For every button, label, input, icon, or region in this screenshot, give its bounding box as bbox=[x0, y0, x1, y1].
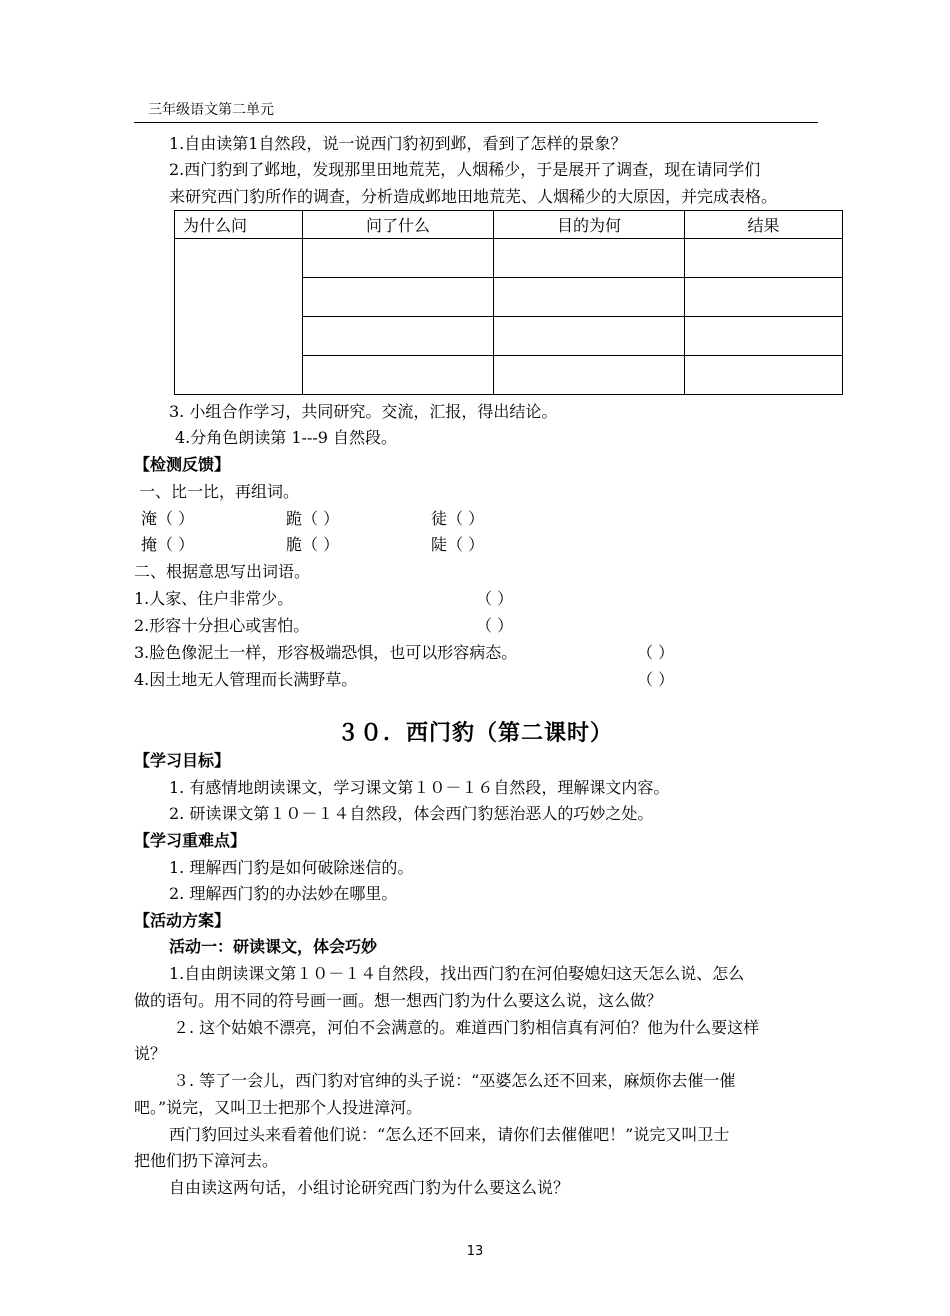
word-pair-item[interactable]: 淹（ ） bbox=[141, 509, 195, 528]
page-header: 三年级语文第二单元 bbox=[148, 102, 274, 118]
feedback-section-2-title: 二、根据意思写出词语。 bbox=[134, 562, 311, 581]
answer-blank[interactable]: （ ） bbox=[476, 616, 514, 635]
table-cell[interactable] bbox=[494, 239, 685, 278]
definition-item: 4.因土地无人管理而长满野草。 bbox=[134, 670, 358, 689]
feedback-section-1-title: 一、比一比，再组词。 bbox=[139, 482, 300, 501]
key-point-item: 1. 理解西门豹是如何破除迷信的。 bbox=[169, 858, 414, 877]
table-header-cell: 问了什么 bbox=[303, 211, 494, 239]
table-cell[interactable] bbox=[685, 317, 843, 356]
plan-heading: 【活动方案】 bbox=[134, 911, 231, 930]
paragraph-2-line-1: ２. 这个姑娘不漂亮，河伯不会满意的。难道西门豹相信真有河伯？他为什么要这样 bbox=[173, 1018, 760, 1037]
feedback-heading: 【检测反馈】 bbox=[134, 455, 231, 474]
paragraph-5: 自由读这两句话，小组讨论研究西门豹为什么要这么说？ bbox=[169, 1178, 570, 1197]
paragraph-1-line-2: 做的语句。用不同的符号画一画。想一想西门豹为什么要这么说，这么做？ bbox=[134, 991, 663, 1010]
table-cell[interactable] bbox=[685, 356, 843, 395]
paragraph-3-line-2: 吧。”说完，又叫卫士把那个人投进漳河。 bbox=[134, 1098, 423, 1117]
paragraph-2-line-2: 说？ bbox=[134, 1044, 167, 1063]
key-points-heading: 【学习重难点】 bbox=[134, 831, 247, 850]
table-cell[interactable] bbox=[685, 239, 843, 278]
table-cell[interactable] bbox=[494, 278, 685, 317]
key-point-item: 2. 理解西门豹的办法妙在哪里。 bbox=[169, 884, 398, 903]
answer-blank[interactable]: （ ） bbox=[476, 589, 514, 608]
question-3: 3. 小组合作学习，共同研究。交流，汇报，得出结论。 bbox=[169, 402, 558, 421]
table-cell[interactable] bbox=[303, 317, 494, 356]
table-cell[interactable] bbox=[303, 239, 494, 278]
table-header-cell: 目的为何 bbox=[494, 211, 685, 239]
goal-item: 2. 研读课文第１０－１４自然段，体会西门豹惩治恶人的巧妙之处。 bbox=[169, 804, 654, 823]
question-4: 4.分角色朗读第 1---9 自然段。 bbox=[175, 428, 398, 447]
paragraph-1-line-1: 1.自由朗读课文第１０－１４自然段，找出西门豹在河伯娶媳妇这天怎么说、怎么 bbox=[169, 964, 745, 983]
table-cell[interactable] bbox=[303, 278, 494, 317]
word-pair-item[interactable]: 脆（ ） bbox=[286, 535, 340, 554]
table-row bbox=[175, 239, 843, 278]
table-header-cell: 为什么问 bbox=[175, 211, 303, 239]
table-cell[interactable] bbox=[303, 356, 494, 395]
goal-item: 1. 有感情地朗读课文，学习课文第１０－１６自然段，理解课文内容。 bbox=[169, 778, 670, 797]
table-header-cell: 结果 bbox=[685, 211, 843, 239]
page-number: 13 bbox=[466, 1244, 484, 1259]
goals-heading: 【学习目标】 bbox=[134, 751, 231, 770]
definition-item: 2.形容十分担心或害怕。 bbox=[134, 616, 310, 635]
answer-blank[interactable]: （ ） bbox=[637, 670, 675, 689]
question-2-line-1: 2.西门豹到了邺地，发现那里田地荒芜，人烟稀少，于是展开了调查，现在请同学们 bbox=[169, 160, 761, 179]
word-pair-item[interactable]: 徒（ ） bbox=[431, 509, 485, 528]
definition-item: 1.人家、住户非常少。 bbox=[134, 589, 294, 608]
word-pair-item[interactable]: 掩（ ） bbox=[141, 535, 195, 554]
table-cell[interactable] bbox=[685, 278, 843, 317]
paragraph-4-line-2: 把他们扔下漳河去。 bbox=[134, 1151, 279, 1170]
paragraph-3-line-1: ３. 等了一会儿，西门豹对官绅的头子说：“巫婆怎么还不回来，麻烦你去催一催 bbox=[173, 1071, 736, 1090]
header-rule bbox=[134, 122, 818, 123]
question-2-line-2: 来研究西门豹所作的调查，分析造成邺地田地荒芜、人烟稀少的大原因，并完成表格。 bbox=[169, 187, 778, 206]
question-1: 1.自由读第1自然段，说一说西门豹初到邺，看到了怎样的景象？ bbox=[169, 134, 627, 153]
activity-1-title: 活动一：研读课文，体会巧妙 bbox=[169, 937, 378, 956]
table-cell[interactable] bbox=[494, 356, 685, 395]
word-pair-item[interactable]: 陡（ ） bbox=[431, 535, 485, 554]
table-header-row bbox=[175, 211, 843, 239]
definition-item: 3.脸色像泥土一样，形容极端恐惧，也可以形容病态。 bbox=[134, 643, 518, 662]
table-cell-reason[interactable] bbox=[175, 239, 303, 395]
survey-table bbox=[174, 210, 843, 395]
word-pair-item[interactable]: 跪（ ） bbox=[286, 509, 340, 528]
table-cell[interactable] bbox=[494, 317, 685, 356]
answer-blank[interactable]: （ ） bbox=[637, 643, 675, 662]
lesson-title: ３０．西门豹（第二课时） bbox=[336, 720, 613, 746]
paragraph-4-line-1: 西门豹回过头来看着他们说：“怎么还不回来，请你们去催催吧！”说完又叫卫士 bbox=[169, 1125, 730, 1144]
